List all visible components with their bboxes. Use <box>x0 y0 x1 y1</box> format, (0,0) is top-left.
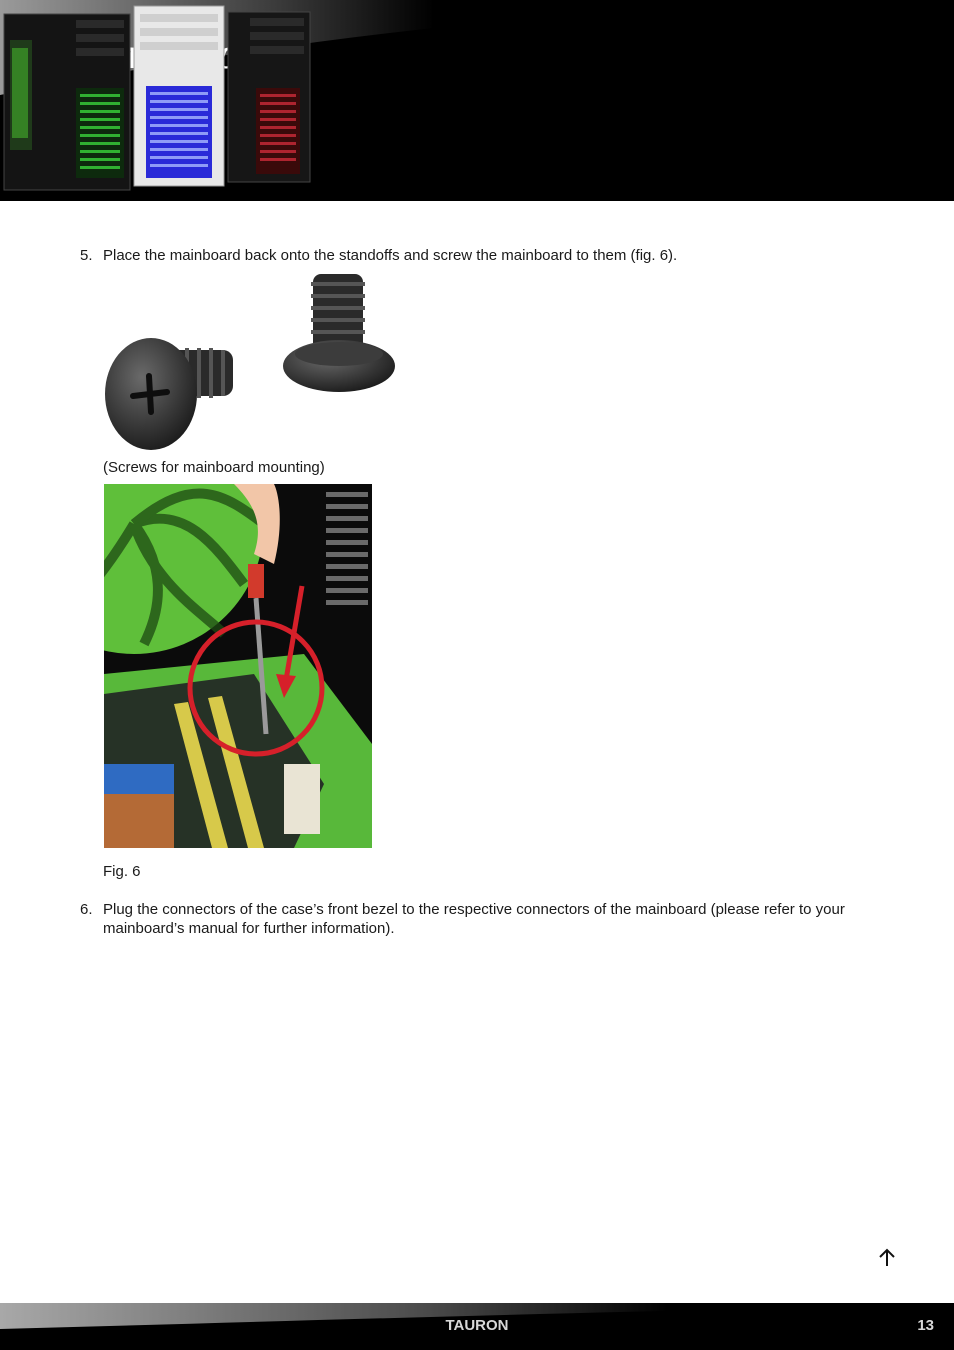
step-text: Place the mainboard back onto the standoffs and screw the mainboard to them (fig. 6). <box>103 247 678 264</box>
fig-6-image <box>104 484 372 848</box>
page-footer <box>0 1303 954 1350</box>
screws-caption: (Screws for mainboard mounting) <box>103 459 325 476</box>
arrow-up-icon[interactable] <box>876 1247 898 1269</box>
fig-6-caption: Fig. 6 <box>103 863 141 880</box>
step-text: Plug the connectors of the case’s front bezel to the respective connectors of the mainboard (please refer to your mainboard’s manual for further information). <box>103 901 845 937</box>
page-header <box>0 0 954 201</box>
page-number: 13 <box>917 1317 934 1334</box>
pc-cases-image <box>0 0 314 192</box>
step-number: 5. <box>80 247 93 264</box>
screws-image <box>103 270 399 456</box>
footer-model-name: TAURON <box>445 1317 509 1334</box>
step-number: 6. <box>80 901 93 918</box>
